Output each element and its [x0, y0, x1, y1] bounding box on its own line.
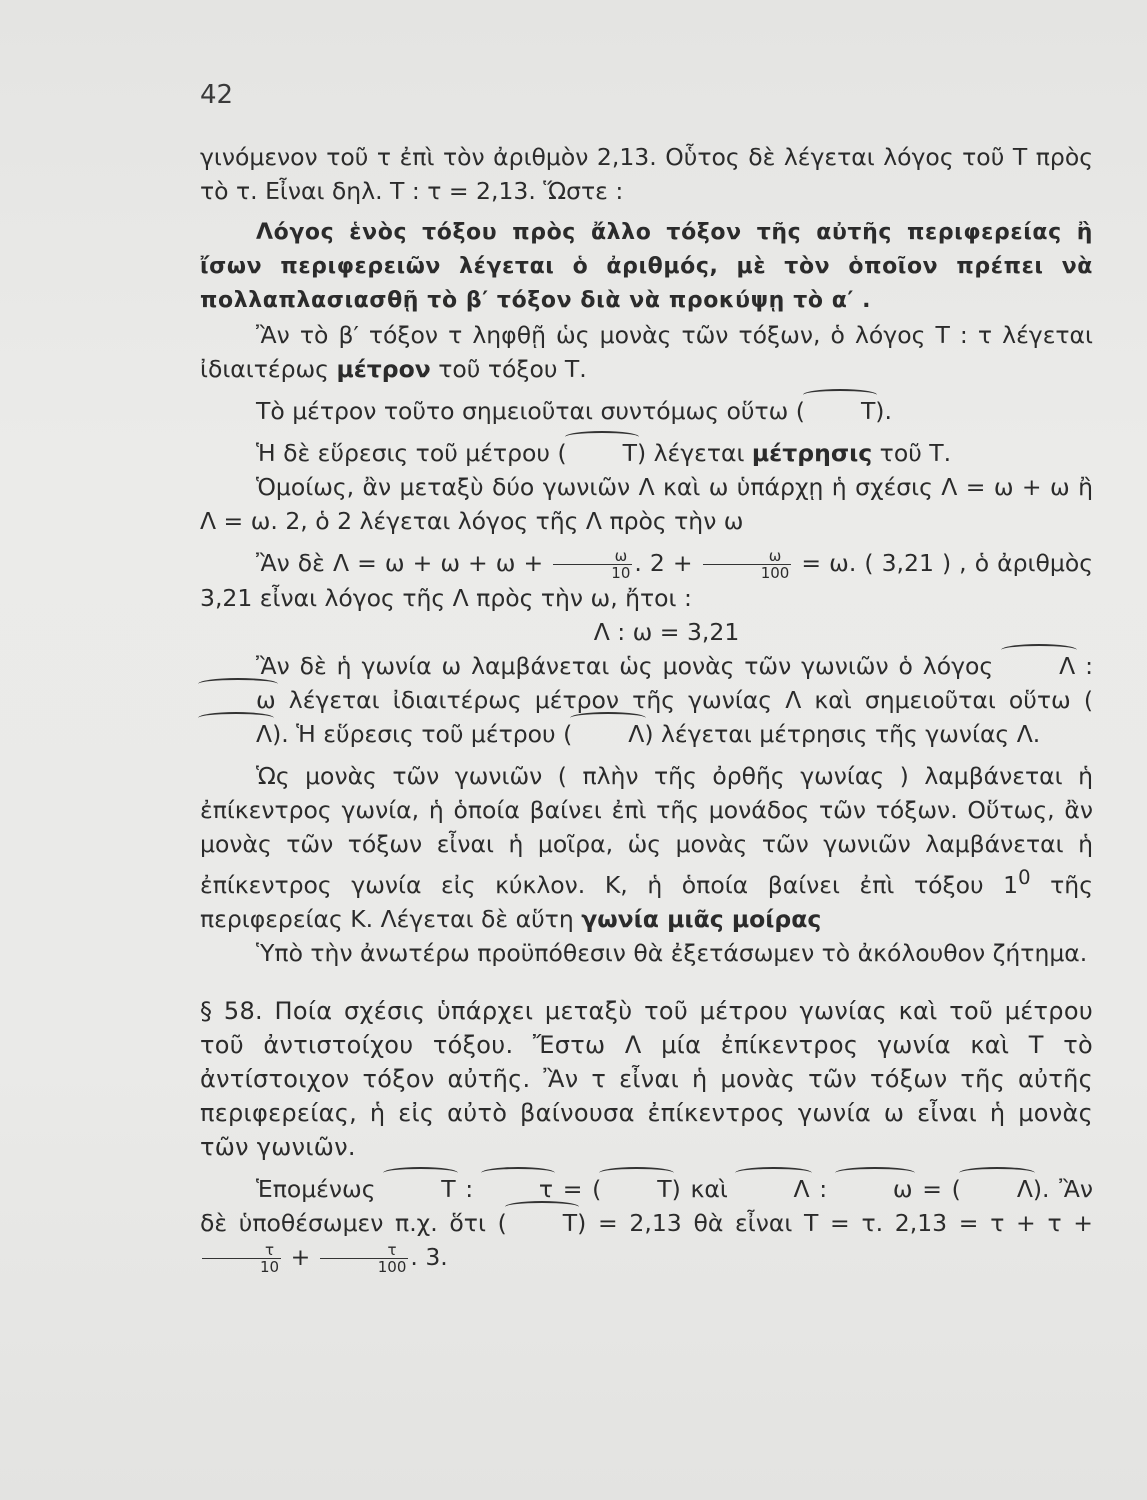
paragraph-ratio-example: Ἂν δὲ Λ = ω + ω + ω + $\frac{\omega}{10}$ . 2 + $\frac{\omega}{100}$ = ω. ( 3,21 ) , ὁ ἀριθμὸς 3,21 εἶναι λόγος τῆς Λ πρὸς τὴν ω, ἤτοι : — [200, 547, 1094, 612]
paragraph-measurement: Ἡ δὲ εὕρεσις τοῦ μέτρου ( Τ) λέγεται μέτρησις τοῦ Τ. — [200, 436, 1093, 470]
section-58: § 58. Ποία σχέσις ὑπάρχει μεταξὺ τοῦ μέτρου γωνίας καὶ τοῦ μέτρου τοῦ ἀντιστοίχου τόξου. Ἔστω Λ μία ἐπίκεντρος γωνία καὶ Τ τὸ ἀντίστοιχον τόξον αὐτῆς. Ἂν τ εἶναι ἡ μονὰς τῶν τόξων τῆς αὐτῆς περιφερείας, ἡ εἰς αὐτὸ βαίνουσα ἐπίκεντρος γωνία ω εἶναι ἡ μονὰς τῶν γωνιῶν. — [200, 996, 1093, 1161]
page-body — [200, 140, 1093, 1275]
paragraph-angles: Ὁμοίως, ἂν μεταξὺ δύο γωνιῶν Λ καὶ ω ὑπάρχῃ ἡ σχέσις Λ = ω + ω ἢ Λ = ω. 2, ὁ 2 λέγεται λόγος τῆς Λ πρὸς τὴν ω — [200, 473, 1093, 535]
paragraph-unit-angle: Ὡς μονὰς τῶν γωνιῶν ( πλὴν τῆς ὀρθῆς γωνίας ) λαμβάνεται ἡ ἐπίκεντρος γωνία, ἡ ὁποία βαίνει ἐπὶ τῆς μονάδος τῶν τόξων. Οὕτως, ἂν μονὰς τῶν τόξων εἶναι ἡ μοῖρα, ὡς μονὰς τῶν γωνιῶν λαμβάνεται ἡ ἐπίκεντρος γωνία εἰς κύκλον. Κ, ἡ ὁποία βαίνει ἐπὶ τόξου $1^0$ τῆς περιφερείας Κ. Λέγεται δὲ αὕτη γωνία μιᾶς μοίρας — [200, 762, 1093, 933]
fraction-omega-100: $\frac{\omega}{100}$ — [703, 548, 792, 581]
definition-ratio: Λόγος ἑνὸς τόξου πρὸς ἄλλο τόξον τῆς αὐτῆς περιφερείας ἢ ἴσων περιφερειῶν λέγεται ὁ ἀριθμός, μὲ τὸν ὁποῖον πρέπει νὰ πολλαπλασιασθῇ τὸ β′ τόξον διὰ νὰ προκύψῃ τὸ α′ . — [200, 220, 1093, 313]
paragraph-angle-measure: Ἂν δὲ ἡ γωνία ω λαμβάνεται ὡς μονὰς τῶν γωνιῶν ὁ λόγος Λ : ω λέγεται ἰδιαιτέρως μέτρον τῆς γωνίας Λ καὶ σημειοῦται οὕτω (Λ). Ἡ εὕρεσις τοῦ μέτρου ( Λ) λέγεται μέτρησις τῆς γωνίας Λ. — [200, 649, 1093, 751]
fraction-tau-100: $\frac{\tau}{100}$ — [320, 1242, 409, 1275]
equation-ratio: Λ : ω = 3,21 — [593, 618, 740, 646]
fraction-omega-10: $\frac{\omega}{10}$ — [553, 548, 632, 581]
fraction-tau-10: $\frac{\tau}{10}$ — [202, 1242, 281, 1275]
paragraph-conclusion: Ἑπομένως Τ : τ = ( Τ) καὶ Λ : ω = ( Λ). Ἂν δὲ ὑποθέσωμεν π.χ. ὅτι ( Τ) = 2,13 θὰ εἶναι Τ = τ. 2,13 = τ + τ + $\frac{\tau}{10}$ + $\frac{\tau}{100}$ . 3. — [200, 1172, 1093, 1275]
page-number: 42 — [200, 80, 234, 110]
paragraph-assumption: Ὑπὸ τὴν ἀνωτέρω προϋπόθεσιν θὰ ἐξετάσωμεν τὸ ἀκόλουθον ζήτημα. — [256, 938, 1088, 967]
paragraph-notation: Τὸ μέτρον τοῦτο σημειοῦται συντόμως οὕτω ( Τ). — [200, 394, 1093, 428]
paragraph-measure: Ἂν τὸ β′ τόξον τ ληφθῇ ὡς μονὰς τῶν τόξων, ὁ λόγος Τ : τ λέγεται ἰδιαιτέρως μέτρον τοῦ τόξου Τ. — [200, 321, 1093, 383]
paragraph-intro: γινόμενον τοῦ τ ἐπὶ τὸν ἀριθμὸν 2,13. Οὗτος δὲ λέγεται λόγος τοῦ Τ πρὸς τὸ τ. Εἶναι δηλ. Τ : τ = 2,13. Ὥστε : — [200, 143, 1093, 205]
